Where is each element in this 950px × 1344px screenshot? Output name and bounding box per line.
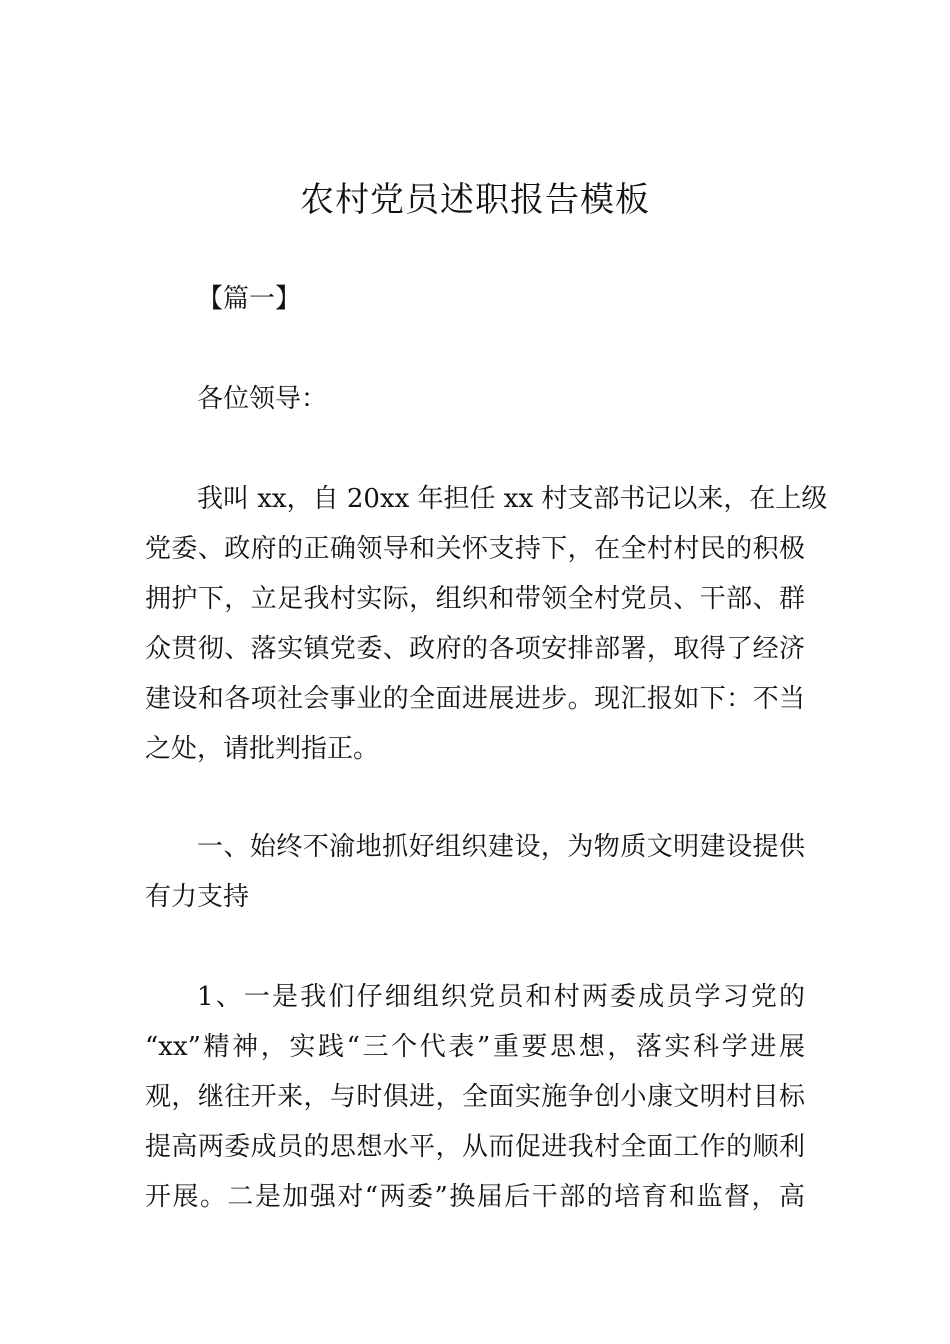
document-title: 农村党员述职报告模板 [300,180,650,220]
paragraph-line: 众贯彻、落实镇党委、政府的各项安排部署，取得了经济 [145,634,805,664]
paragraph-line: 1、一是我们仔细组织党员和村两委成员学习党的 [197,982,805,1012]
paragraph-line: 观，继往开来，与时俱进，全面实施争创小康文明村目标 [145,1082,805,1112]
paragraph-line: 拥护下，立足我村实际，组织和带领全村党员、干部、群 [145,584,805,614]
section-heading-line: 有力支持 [145,882,250,912]
paragraph-line: 提高两委成员的思想水平，从而促进我村全面工作的顺利 [145,1132,805,1162]
paragraph-line: 开展。二是加强对“两委”换届后干部的培育和监督，高 [145,1182,805,1212]
paragraph-line: 建设和各项社会事业的全面进展进步。现汇报如下：不当 [145,684,805,714]
paragraph-line: 党委、政府的正确领导和关怀支持下，在全村村民的积极 [145,534,805,564]
paragraph-line: 我叫 xx，自 20xx 年担任 xx 村支部书记以来，在上级 [197,484,828,514]
section-heading-line: 一、始终不渝地抓好组织建设，为物质文明建设提供 [197,832,805,862]
salutation: 各位领导： [197,384,328,414]
section-label: 【篇一】 [197,284,302,314]
paragraph-line: 之处，请批判指正。 [145,734,380,764]
paragraph-line: “xx”精神，实践“三个代表”重要思想，落实科学进展 [145,1032,805,1062]
